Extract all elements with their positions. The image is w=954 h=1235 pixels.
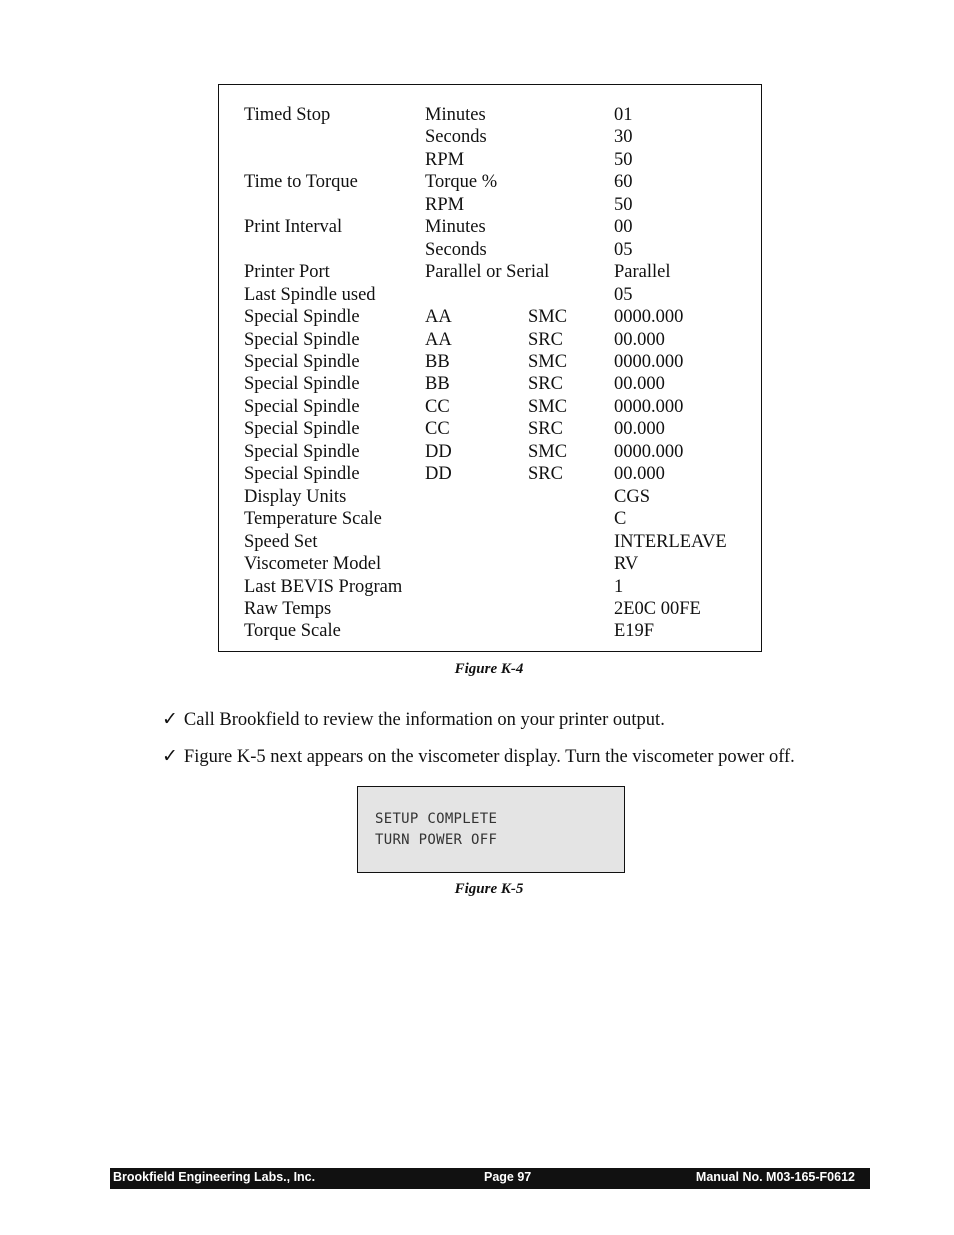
row-spindle-code: SMC [528, 351, 568, 372]
printout-row [244, 126, 754, 148]
row-value: 00.000 [614, 464, 665, 485]
footer-company: Brookfield Engineering Labs., Inc. [113, 1170, 316, 1184]
printout-row [244, 329, 754, 351]
printout-row [244, 508, 754, 530]
printout-row [244, 620, 754, 642]
row-label: Time to Torque [244, 172, 358, 193]
row-value: 05 [614, 284, 633, 305]
row-value: 0000.000 [614, 351, 684, 372]
row-label: Printer Port [244, 262, 330, 283]
printout-row [244, 463, 754, 485]
row-label: Special Spindle [244, 374, 360, 395]
row-label: Temperature Scale [244, 509, 382, 530]
row-subfield [425, 508, 614, 530]
row-subfield: Minutes [425, 105, 486, 125]
row-label [244, 239, 425, 261]
row-value: 00.000 [614, 329, 665, 350]
row-label: Display Units [244, 486, 347, 507]
row-value: 30 [614, 127, 633, 148]
row-label: Special Spindle [244, 329, 360, 350]
row-value: 50 [614, 194, 633, 215]
row-value: 60 [614, 172, 633, 193]
lcd-line-2: TURN POWER OFF [375, 832, 498, 848]
bullet-text: Figure K-5 next appears on the viscometer display. Turn the viscometer power off. [183, 747, 795, 767]
row-subfield: BB [425, 374, 450, 395]
row-subfield: RPM [425, 194, 465, 215]
row-label: Special Spindle [244, 419, 360, 440]
row-label: Last Spindle used [244, 284, 376, 305]
row-subfield: Seconds [425, 239, 487, 260]
row-subfield [425, 531, 614, 553]
printout-row [244, 216, 754, 238]
row-spindle-code: SRC [528, 464, 563, 485]
row-subfield: CC [425, 396, 450, 417]
row-value: 0000.000 [614, 396, 684, 417]
row-label: Viscometer Model [244, 554, 382, 575]
row-label: Last BEVIS Program [244, 576, 403, 597]
lcd-line-1: SETUP COMPLETE [375, 811, 498, 827]
figure-k5-lcd-display [357, 786, 625, 873]
row-value: C [614, 509, 627, 530]
printout-row [244, 194, 754, 216]
printout-row [244, 149, 754, 171]
row-subfield: Seconds [425, 127, 487, 148]
row-subfield: BB [425, 351, 450, 372]
row-label: Special Spindle [244, 441, 360, 462]
row-subfield [425, 486, 614, 508]
row-subfield: Minutes [425, 217, 486, 238]
bullet-item-call-brookfield [162, 708, 665, 731]
row-value: 00.000 [614, 419, 665, 440]
row-value: CGS [614, 486, 650, 507]
row-subfield: CC [425, 419, 450, 440]
row-spindle-code: SMC [528, 396, 568, 417]
printout-row [244, 576, 754, 598]
row-subfield: Torque % [425, 172, 498, 193]
row-value: Parallel [614, 262, 671, 283]
row-subfield [425, 598, 614, 620]
row-value: 0000.000 [614, 307, 684, 328]
row-subfield: Parallel or Serial [425, 262, 550, 283]
footer-page-number: Page 97 [484, 1170, 532, 1184]
figure-k4-caption: Figure K-4 [454, 661, 524, 677]
printout-row [244, 351, 754, 373]
figure-k5-caption: Figure K-5 [454, 881, 524, 897]
printout-row [244, 306, 754, 328]
row-value: 01 [614, 105, 633, 125]
checkmark-icon: ✓ [162, 708, 178, 730]
bullet-item-power-off [162, 745, 795, 768]
row-subfield: AA [425, 329, 452, 350]
row-label [244, 149, 425, 171]
row-label: Special Spindle [244, 351, 360, 372]
printout-row [244, 261, 754, 283]
row-label [244, 126, 425, 148]
row-label: Special Spindle [244, 464, 360, 485]
row-spindle-code: SRC [528, 329, 563, 350]
row-label: Print Interval [244, 217, 343, 238]
printout-table-body [244, 104, 754, 643]
row-spindle-code: SMC [528, 307, 568, 328]
printout-row [244, 531, 754, 553]
printout-row [244, 396, 754, 418]
row-subfield [425, 576, 614, 598]
row-subfield: DD [425, 464, 452, 485]
checkmark-icon: ✓ [162, 745, 178, 767]
row-spindle-code: SMC [528, 441, 568, 462]
row-subfield: DD [425, 441, 452, 462]
row-label: Speed Set [244, 531, 318, 552]
row-value: RV [614, 554, 639, 575]
row-label: Special Spindle [244, 307, 360, 328]
printout-table [244, 104, 754, 643]
row-value: 00.000 [614, 374, 665, 395]
printout-row [244, 418, 754, 440]
row-label: Raw Temps [244, 598, 332, 619]
row-label: Timed Stop [244, 105, 331, 125]
figure-k4-printout [218, 84, 762, 652]
row-value: INTERLEAVE [614, 531, 727, 552]
row-value: E19F [614, 621, 655, 642]
row-spindle-code: SRC [528, 419, 563, 440]
printout-row [244, 598, 754, 620]
row-value: 50 [614, 149, 633, 170]
printout-row [244, 441, 754, 463]
row-value: 0000.000 [614, 441, 684, 462]
row-value: 05 [614, 239, 633, 260]
row-value: 00 [614, 217, 633, 238]
printout-row [244, 284, 754, 306]
row-subfield [425, 553, 614, 575]
row-subfield [425, 620, 614, 642]
row-spindle-code: SRC [528, 374, 563, 395]
printout-row [244, 486, 754, 508]
row-subfield: RPM [425, 149, 465, 170]
page-footer [110, 1168, 870, 1189]
row-subfield [425, 284, 614, 306]
row-label: Special Spindle [244, 396, 360, 417]
row-subfield: AA [425, 307, 452, 328]
printout-row [244, 171, 754, 193]
row-value: 2E0C 00FE [614, 598, 701, 619]
printout-row [244, 239, 754, 261]
footer-manual-number: Manual No. M03-165-F0612 [695, 1170, 855, 1184]
row-label [244, 194, 425, 216]
printout-row [244, 553, 754, 575]
printout-row [244, 373, 754, 395]
row-value: 1 [614, 576, 624, 597]
printout-row [244, 104, 754, 126]
row-label: Torque Scale [244, 621, 341, 642]
bullet-text: Call Brookfield to review the information on your printer output. [183, 710, 665, 730]
